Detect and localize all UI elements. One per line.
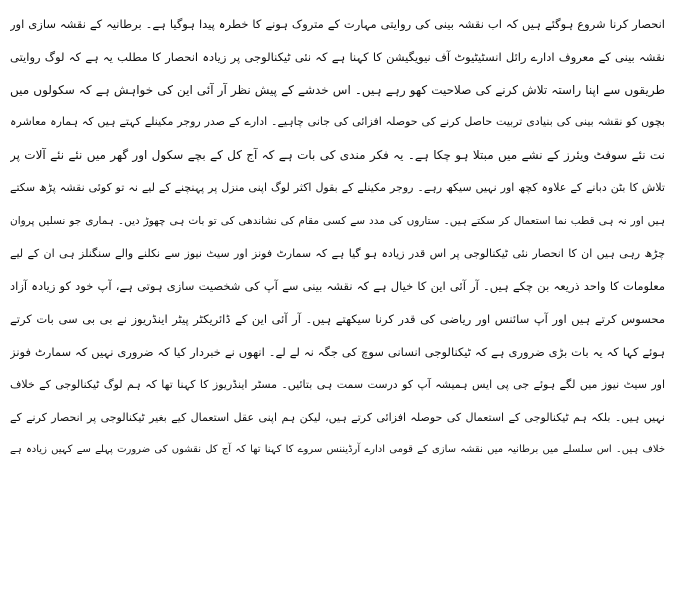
text-line: نہیں ہیں۔ بلکہ ہم ٹیکنالوجی کے استعمال کی حوصلہ افزائی کرتے ہیں، لیکن ہم اپنی عقل استعمال کیے بغیر ٹیکنالوجی پر انحصار کرنے کے	[10, 410, 665, 424]
text-line: خلاف ہیں۔ اس سلسلے میں برطانیہ میں نقشہ سازی کے قومی ادارے آرڈیننس سروے کا کہنا تھا کہ آج کل نقشوں کی ضرورت پہلے سے کہیں زیادہ ہے	[10, 444, 665, 456]
text-line: طریقوں سے اپنا راستہ تلاش کرنے کی صلاحیت کھو رہے ہیں۔ اس خدشے کے پیش نظر آر آئی این کی خواہش ہے کہ سکولوں میں	[10, 82, 665, 97]
text-line: نت نئے سوفٹ ویئرز کے نشے میں مبتلا ہو چکا ہے۔ یہ فکر مندی کی بات ہے کہ آج کل کے بچے سکول اور گھر میں نئے نئے آلات پر	[10, 148, 665, 163]
text-line: اور سیٹ نیوز میں لگے ہوئے جی پی ایس ہمیشہ آپ کو درست سمت ہی بتائیں۔ مسٹر اینڈریوز کا کہنا تھا کہ ہم لوگ ٹیکنالوجی کے خلاف	[10, 377, 665, 391]
text-line: معلومات کا واحد ذریعہ بن چکے ہیں۔ آر آئی این کا خیال ہے کہ نقشہ بینی سے آپ کی شخصیت سازی ہوتی ہے، آپ خود کو زیادہ آزاد	[10, 279, 665, 294]
text-line: تلاش کا بٹن دبانے کے علاوہ کچھ اور نہیں سیکھ رہے۔ روجر مکینلے کے بقول اکثر لوگ اپنی منزل پر پہنچنے کے لیے نہ تو کوئی نقشہ پڑھ سکتے	[10, 180, 665, 194]
text-line: ہیں اور نہ ہی قطب نما استعمال کر سکتے ہیں۔ ستاروں کی مدد سے کسی مقام کی نشاندھی کی تو بات ہی چھوڑ دیں۔ ہماری جو نسلیں پروان	[10, 214, 665, 227]
text-line: بچوں کو نقشہ بینی کی بنیادی تربیت حاصل کرنے کی حوصلہ افزائی کی جانی چاہیے۔ ادارے کے صدر روجر مکینلے کہتے ہیں کہ ہمارہ معاشرہ	[10, 115, 665, 129]
text-line: چڑھ رہی ہیں ان کا انحصار نئی ٹیکنالوجی پر اس قدر زیادہ ہو گیا ہے کہ سمارٹ فونز اور سیٹ نیوز سے نکلنے والے سنگنلز ہی ان کے لیے	[10, 246, 665, 260]
text-line: ہوئے کہا کہ یہ بات بڑی ضروری ہے کہ ٹیکنالوجی انسانی سوچ کی جگہ نہ لے لے۔ انھوں نے خبردار کیا کہ ضروری نہیں کہ سمارٹ فونز	[10, 344, 665, 359]
text-line: محسوس کرتے ہیں اور آپ سائنس اور ریاضی کی قدر کرنا سیکھتے ہیں۔ آر آئی این کے ڈائریکٹر پیٹر اینڈریوز نے بی بی سی بات کرتے	[10, 312, 665, 327]
text-line: نقشہ بینی کے معروف ادارے رائل انسٹیٹیوٹ آف نیویگیشن کا کہنا ہے کہ نئی ٹیکنالوجی پر زیادہ انحصار کا مطلب یہ ہے کہ لوگ روایتی	[10, 49, 665, 64]
text-line: انحصار کرنا شروع ہوگئے ہیں کہ اب نقشہ بینی کی روایتی مہارت کے متروک ہونے کا خطرہ پیدا ہوگیا ہے۔ برطانیہ کے نقشہ سازی اور	[10, 17, 665, 31]
